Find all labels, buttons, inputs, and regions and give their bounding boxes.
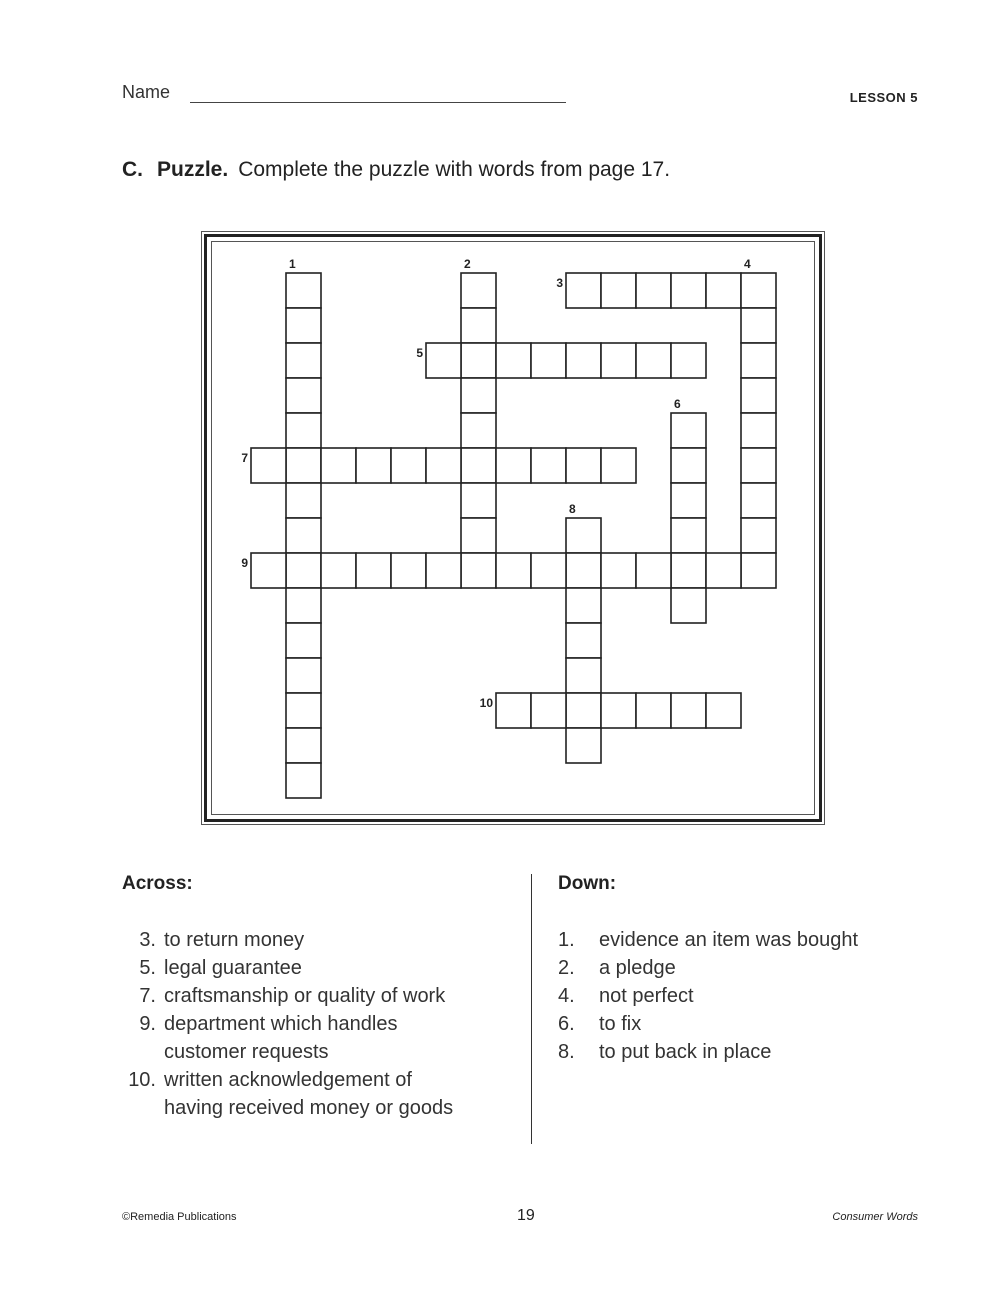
name-label: Name — [122, 82, 171, 102]
crossword-cell[interactable] — [566, 273, 601, 308]
crossword-cell[interactable] — [601, 343, 636, 378]
across-clue-list — [122, 926, 522, 1122]
crossword-cell[interactable] — [636, 693, 671, 728]
down-clue-number: 2. — [558, 957, 575, 979]
crossword-cell[interactable] — [321, 553, 356, 588]
crossword-cell[interactable] — [601, 448, 636, 483]
down-clue-item — [558, 1038, 938, 1066]
crossword-cell[interactable] — [426, 448, 461, 483]
crossword-cell[interactable] — [566, 658, 601, 693]
crossword-cell[interactable] — [601, 553, 636, 588]
crossword-cell[interactable] — [356, 448, 391, 483]
across-clue-number: 7. — [139, 985, 156, 1007]
down-clue-item — [558, 926, 938, 954]
crossword-cell[interactable] — [286, 308, 321, 343]
crossword-cell[interactable] — [461, 273, 496, 308]
crossword-cell[interactable] — [566, 448, 601, 483]
crossword-cell[interactable] — [391, 553, 426, 588]
crossword-cell[interactable] — [566, 693, 601, 728]
crossword-cell[interactable] — [636, 273, 671, 308]
section-letter: C. — [122, 158, 143, 181]
down-clue-line: a pledge — [599, 957, 676, 979]
crossword-cell[interactable] — [461, 413, 496, 448]
crossword-cell[interactable] — [741, 448, 776, 483]
across-clue-number: 3. — [139, 929, 156, 951]
down-clue-text — [599, 954, 938, 982]
clue-number-7: 7 — [241, 451, 248, 465]
crossword-cell[interactable] — [601, 693, 636, 728]
clue-number-1: 1 — [289, 257, 296, 271]
down-clue-item — [558, 1010, 938, 1038]
crossword-cell[interactable] — [251, 553, 286, 588]
crossword-cell[interactable] — [251, 448, 286, 483]
crossword-cell[interactable] — [706, 693, 741, 728]
crossword-cell[interactable] — [741, 518, 776, 553]
crossword-cell[interactable] — [356, 553, 391, 588]
crossword-cell[interactable] — [601, 273, 636, 308]
crossword-cell[interactable] — [286, 413, 321, 448]
down-clue-text — [599, 1038, 938, 1066]
clue-number-3: 3 — [556, 276, 563, 290]
crossword-cell[interactable] — [461, 553, 496, 588]
across-clue-number: 9. — [139, 1013, 156, 1035]
across-clue-line: legal guarantee — [164, 957, 302, 979]
page-number: 19 — [517, 1207, 535, 1224]
across-clue-text — [164, 982, 522, 1010]
down-clue-line: to fix — [599, 1013, 642, 1035]
crossword-cell[interactable] — [741, 413, 776, 448]
crossword-cell[interactable] — [671, 588, 706, 623]
crossword-cell[interactable] — [496, 343, 531, 378]
crossword-cell[interactable] — [461, 343, 496, 378]
crossword-cell[interactable] — [671, 553, 706, 588]
crossword-cell[interactable] — [496, 693, 531, 728]
crossword-cell[interactable] — [391, 448, 426, 483]
down-clue-text — [599, 1010, 938, 1038]
clue-number-9: 9 — [241, 556, 248, 570]
crossword-cell[interactable] — [286, 763, 321, 798]
crossword-cell[interactable] — [636, 553, 671, 588]
down-clue-line: not perfect — [599, 985, 694, 1007]
crossword-cell[interactable] — [531, 343, 566, 378]
crossword-cell[interactable] — [636, 343, 671, 378]
crossword-cell[interactable] — [461, 308, 496, 343]
crossword-cell[interactable] — [286, 728, 321, 763]
crossword-cell[interactable] — [286, 588, 321, 623]
section-title: Puzzle. — [157, 158, 229, 181]
crossword-cell[interactable] — [706, 553, 741, 588]
crossword-cell[interactable] — [461, 483, 496, 518]
lesson-label: LESSON 5 — [849, 90, 918, 105]
down-clue-number: 8. — [558, 1041, 575, 1063]
across-clue-number: 5. — [139, 957, 156, 979]
crossword-cell[interactable] — [671, 693, 706, 728]
crossword-cell[interactable] — [671, 413, 706, 448]
across-clue-line: having received money or goods — [164, 1097, 454, 1119]
across-clue-line: craftsmanship or quality of work — [164, 985, 446, 1007]
crossword-cell[interactable] — [566, 343, 601, 378]
clue-number-5: 5 — [416, 346, 423, 360]
crossword-cell[interactable] — [566, 553, 601, 588]
crossword-cell[interactable] — [461, 448, 496, 483]
crossword-cell[interactable] — [671, 273, 706, 308]
across-clue-item — [122, 982, 522, 1010]
crossword-cell[interactable] — [671, 518, 706, 553]
clue-number-6: 6 — [674, 397, 681, 411]
crossword-cell[interactable] — [566, 518, 601, 553]
crossword-cell[interactable] — [496, 553, 531, 588]
book-title: Consumer Words — [832, 1211, 918, 1223]
crossword-cell[interactable] — [286, 658, 321, 693]
down-clue-number: 1. — [558, 929, 575, 951]
across-clue-item — [122, 954, 522, 982]
down-clue-line: to put back in place — [599, 1041, 772, 1063]
across-clue-number: 10. — [128, 1069, 156, 1091]
crossword-cell[interactable] — [741, 343, 776, 378]
across-clue-item — [122, 926, 522, 954]
down-clue-text — [599, 982, 938, 1010]
crossword-cell[interactable] — [531, 448, 566, 483]
crossword-cell[interactable] — [286, 273, 321, 308]
across-title: Across: — [122, 873, 193, 894]
crossword-cell[interactable] — [426, 553, 461, 588]
crossword-cell[interactable] — [496, 448, 531, 483]
across-clue-line: customer requests — [164, 1041, 329, 1063]
across-clue-text — [164, 954, 522, 982]
crossword-cell[interactable] — [566, 623, 601, 658]
crossword-cell[interactable] — [741, 378, 776, 413]
crossword-cell[interactable] — [671, 343, 706, 378]
across-clue-line: written acknowledgement of — [164, 1069, 412, 1091]
down-clue-number: 6. — [558, 1013, 575, 1035]
across-clue-line: department which handles — [164, 1013, 398, 1035]
crossword-cell[interactable] — [286, 693, 321, 728]
crossword-cell[interactable] — [461, 378, 496, 413]
clue-number-8: 8 — [569, 502, 576, 516]
crossword-cell[interactable] — [566, 588, 601, 623]
down-clue-number: 4. — [558, 985, 575, 1007]
crossword-cell[interactable] — [426, 343, 461, 378]
crossword-cell[interactable] — [286, 553, 321, 588]
crossword-cell[interactable] — [531, 553, 566, 588]
down-clue-list — [558, 926, 938, 1066]
clue-number-10: 10 — [479, 696, 493, 710]
clue-number-4: 4 — [744, 257, 751, 271]
crossword-cell[interactable] — [461, 518, 496, 553]
section-instructions: Complete the puzzle with words from page 17. — [238, 158, 671, 181]
crossword-cell[interactable] — [741, 553, 776, 588]
crossword-cell[interactable] — [741, 308, 776, 343]
crossword-cell[interactable] — [286, 483, 321, 518]
down-clue-item — [558, 982, 938, 1010]
crossword-cell[interactable] — [741, 273, 776, 308]
crossword-cell[interactable] — [286, 518, 321, 553]
crossword-cell[interactable] — [706, 273, 741, 308]
down-clue-item — [558, 954, 938, 982]
across-clue-item — [122, 1010, 522, 1066]
crossword-cell[interactable] — [286, 343, 321, 378]
down-clue-line: evidence an item was bought — [599, 929, 859, 951]
across-clue-line: to return money — [164, 929, 305, 951]
across-clue-text — [164, 1066, 522, 1122]
across-clue-text — [164, 1010, 522, 1066]
column-divider — [531, 874, 532, 1144]
crossword-cell[interactable] — [286, 623, 321, 658]
crossword-cell[interactable] — [321, 448, 356, 483]
down-clue-text — [599, 926, 938, 954]
crossword-cell[interactable] — [741, 483, 776, 518]
across-clue-text — [164, 926, 522, 954]
crossword-cell[interactable] — [286, 378, 321, 413]
publisher-credit: ©Remedia Publications — [122, 1211, 237, 1223]
crossword-cell[interactable] — [566, 728, 601, 763]
crossword-cell[interactable] — [531, 693, 566, 728]
down-title: Down: — [558, 873, 617, 894]
crossword-cell[interactable] — [671, 483, 706, 518]
crossword-cell[interactable] — [671, 448, 706, 483]
crossword-cell[interactable] — [286, 448, 321, 483]
clue-number-2: 2 — [464, 257, 471, 271]
across-clue-item — [122, 1066, 522, 1122]
